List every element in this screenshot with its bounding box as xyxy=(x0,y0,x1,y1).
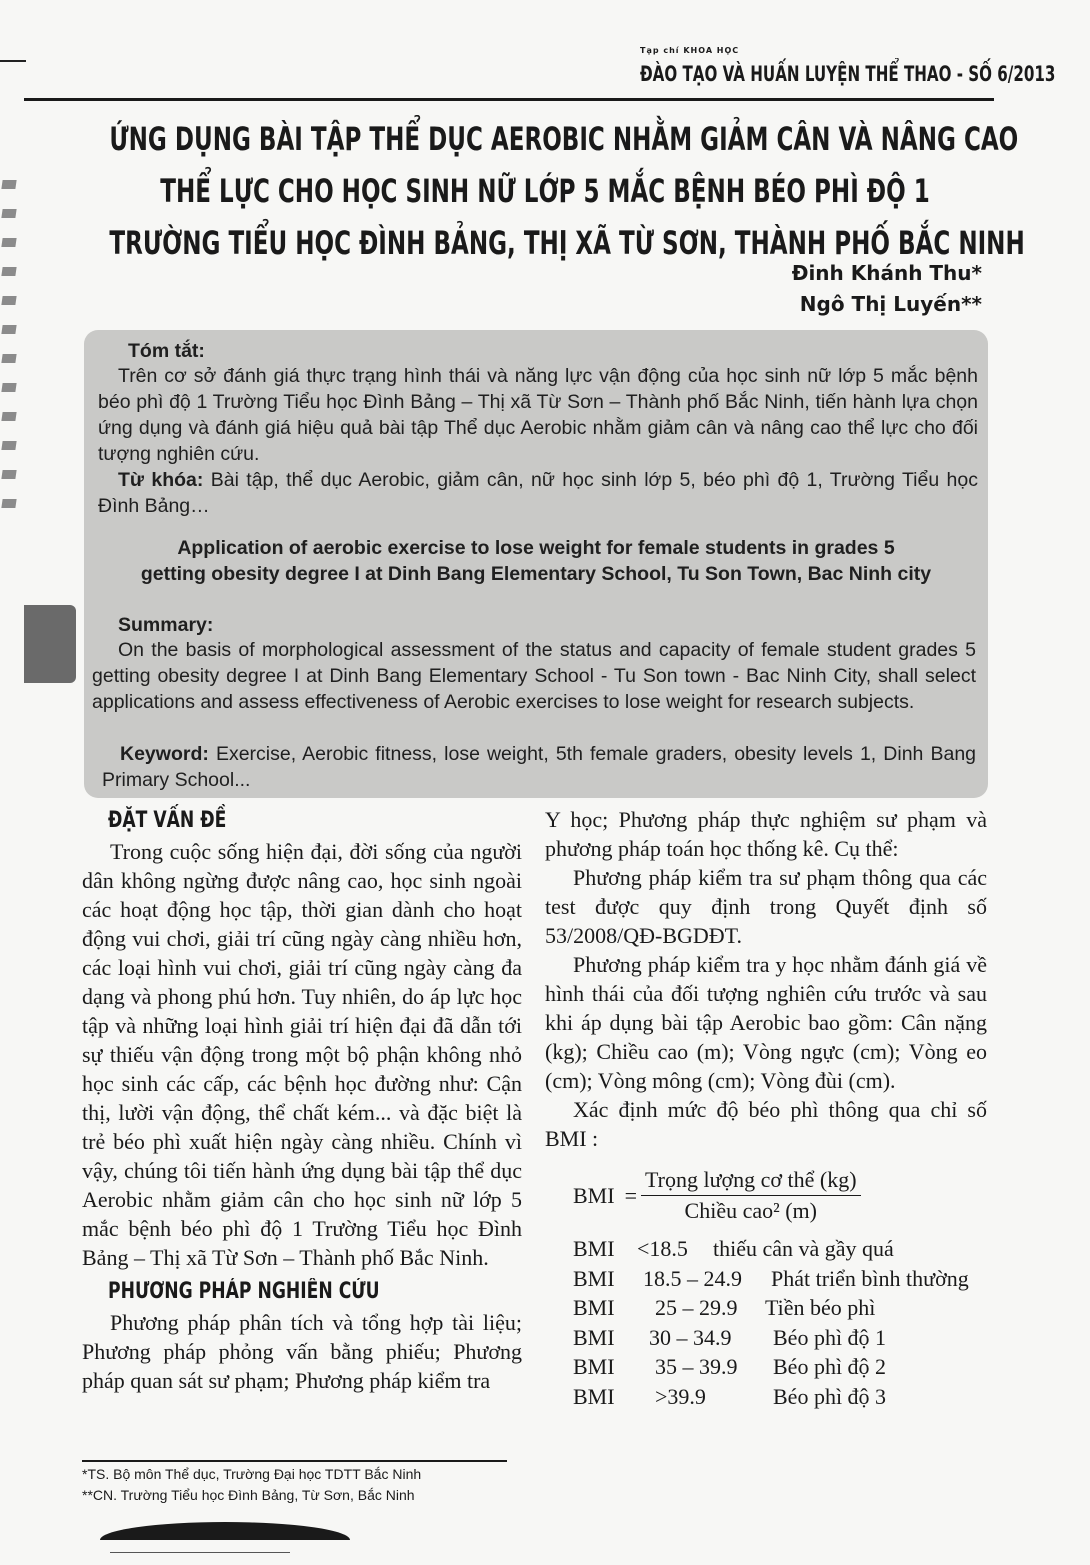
bmi-row xyxy=(573,1234,987,1264)
bmi-desc: Phát triển bình thường xyxy=(771,1265,969,1291)
bmi-intro-paragraph: Xác định mức độ béo phì thông qua chỉ số BMI : xyxy=(545,1097,987,1151)
formula-equals: = xyxy=(624,1182,637,1208)
footnote-2: **CN. Trường Tiểu học Đình Bảng, Từ Sơn, Bắc Ninh xyxy=(82,1487,415,1503)
bmi-row xyxy=(573,1382,987,1412)
pedagogy-test-paragraph: Phương pháp kiểm tra sư phạm thông qua các test được quy định trong Quyết định số 53/2008/QĐ-BGDĐT. xyxy=(545,865,987,948)
article-title xyxy=(109,113,1025,269)
section-heading-methods: PHƯƠNG PHÁP NGHIÊN CỨU xyxy=(108,1279,380,1304)
title-line-3: TRƯỜNG TIỂU HỌC ĐÌNH BẢNG, THỊ XÃ TỪ SƠN, THÀNH PHỐ BẮC NINH xyxy=(109,224,1025,262)
bmi-desc: thiếu cân và gầy quá xyxy=(713,1236,894,1261)
page-tab-marker xyxy=(24,605,76,683)
author-list xyxy=(792,258,982,320)
bmi-range: 30 – 34.9 xyxy=(649,1324,732,1350)
keyword-label: Keyword: xyxy=(120,743,209,765)
author-1: Đinh Khánh Thu* xyxy=(791,261,982,285)
header-rule xyxy=(24,98,994,101)
bmi-range: <18.5 xyxy=(637,1236,688,1261)
formula-lhs: BMI xyxy=(573,1182,615,1208)
bmi-desc: Tiền béo phì xyxy=(765,1295,876,1320)
bmi-label: BMI xyxy=(573,1265,615,1291)
intro-paragraph: Trong cuộc sống hiện đại, đời sống của người dân không ngừng được nâng cao, học sinh ngoài các hoạt động học tập, thời gian dành cho hoạt động vui chơi, giải trí cũng ngày càng nhiều hơn, các loại hình vui chơi, giải trí cũng ngày càng đa dạng và phong phú hơn. Tuy nhiên, do áp lực học tập và những loại hình giải trí hiện đại đã dẫn tới sự thiếu vận động trong một bộ phận không nhỏ học sinh các cấp, các bệnh học đường như: Cận thị, lười vận động, thể chất kém... và đặc biệt là trẻ béo phì xuất hiện ngày càng nhiều. Chính vì vậy, chúng tôi tiến hành ứng dụng bài tập thể dục Aerobic nhằm giảm cân cho học sinh nữ lớp 5 mắc bệnh béo phì độ 1 Trường Tiểu học Đình Bảng – Thị xã Từ Sơn – Thành phố Bắc Ninh. xyxy=(82,839,522,1270)
footnote-1: *TS. Bộ môn Thể dục, Trường Đại học TDTT Bắc Ninh xyxy=(82,1466,422,1482)
bmi-row xyxy=(573,1264,987,1294)
medical-test-paragraph: Phương pháp kiểm tra y học nhằm đánh giá về hình thái của đối tượng nghiên cứu trước và sau khi áp dụng bài tập Aerobic bao gồm: Cân nặng (kg); Chiều cao (m); Vòng ngực (cm); Vòng eo (cm); Vòng mông (cm); Vòng đùi (cm). xyxy=(545,952,987,1093)
bmi-label: BMI xyxy=(573,1236,615,1261)
tukhoa-paragraph xyxy=(98,467,978,519)
author-2: Ngô Thị Luyến** xyxy=(799,292,982,316)
bmi-row xyxy=(573,1293,987,1323)
bmi-desc: Béo phì độ 1 xyxy=(773,1324,887,1350)
bmi-label: BMI xyxy=(573,1295,615,1320)
title-line-2: THỂ LỰC CHO HỌC SINH NỮ LỚP 5 MẮC BỆNH BÉO PHÌ ĐỘ 1 xyxy=(160,172,930,210)
left-column xyxy=(82,805,522,1395)
page-footer-ornament xyxy=(100,1522,350,1540)
margin-rule xyxy=(0,60,26,112)
bmi-label: BMI xyxy=(573,1383,615,1409)
right-column xyxy=(545,805,987,1411)
bmi-desc: Béo phì độ 3 xyxy=(773,1383,887,1409)
footnotes xyxy=(82,1460,507,1506)
previous-page-bleed xyxy=(0,180,22,528)
bmi-range: 18.5 – 24.9 xyxy=(643,1265,742,1291)
english-title-line-1: Application of aerobic exercise to lose weight for female students in grades 5 xyxy=(177,537,895,559)
english-title-line-2: getting obesity degree I at Dinh Bang Elementary School, Tu Son Town, Bac Ninh city xyxy=(140,563,932,585)
bmi-label: BMI xyxy=(573,1324,615,1350)
title-line-1: ỨNG DỤNG BÀI TẬP THỂ DỤC AEROBIC NHẰM GIẢM CÂN VÀ NÂNG CAO xyxy=(109,120,1019,158)
bmi-range: >39.9 xyxy=(655,1383,706,1409)
bmi-range: 35 – 39.9 xyxy=(655,1354,738,1379)
page-footer-rule xyxy=(110,1552,290,1553)
formula-numerator: Trọng lượng cơ thể (kg) xyxy=(641,1167,861,1196)
bmi-row xyxy=(573,1323,987,1353)
formula-fraction xyxy=(641,1167,861,1224)
summary-label: Summary: xyxy=(118,614,214,636)
keyword-text: Exercise, Aerobic fitness, lose weight, 5th female graders, obesity levels 1, Dinh Bang Primary School... xyxy=(102,743,977,791)
journal-header: ĐÀO TẠO VÀ HUẤN LUYỆN THỂ THAO - SỐ 6/2013 xyxy=(640,62,1056,86)
tukhoa-label: Từ khóa: xyxy=(118,469,204,491)
keyword-paragraph xyxy=(102,741,976,793)
journal-small-label: Tạp chí KHOA HỌC xyxy=(640,46,740,55)
tomtat-text: Trên cơ sở đánh giá thực trạng hình thái và năng lực vận động của học sinh nữ lớp 5 mắc bệnh béo phì độ 1 Trường Tiểu học Đình Bảng – Thị xã Từ Sơn – Thành phố Bắc Ninh, tiến hành lựa chọn ứng dụng và đánh giá hiệu quả bài tập Thể dục Aerobic nhằm giảm cân và nâng cao thể lực cho đối tượng nghiên cứu. xyxy=(98,365,978,465)
abstract-box xyxy=(84,330,988,798)
english-title xyxy=(84,535,988,587)
bmi-formula xyxy=(573,1167,987,1224)
section-heading-intro: ĐẶT VẤN ĐỀ xyxy=(108,808,227,833)
methods-continued-paragraph: Y học; Phương pháp thực nghiệm sư phạm và phương pháp toán học thống kê. Cụ thể: xyxy=(545,807,987,861)
bmi-classification-table xyxy=(573,1234,987,1411)
bmi-row xyxy=(573,1352,987,1382)
tukhoa-text: Bài tập, thể dục Aerobic, giảm cân, nữ học sinh lớp 5, béo phì độ 1, Trường Tiểu học Đình Bảng… xyxy=(98,469,978,517)
formula-denominator: Chiều cao² (m) xyxy=(684,1198,817,1223)
bmi-label: BMI xyxy=(573,1354,615,1379)
tomtat-label: Tóm tắt: xyxy=(128,340,205,362)
bmi-range: 25 – 29.9 xyxy=(655,1295,738,1320)
bmi-desc: Béo phì độ 2 xyxy=(773,1354,887,1379)
methods-paragraph: Phương pháp phân tích và tổng hợp tài liệu; Phương pháp phỏng vấn bằng phiếu; Phương pháp quan sát sư phạm; Phương pháp kiểm tra xyxy=(82,1310,522,1393)
summary-text: On the basis of morphological assessment of the status and capacity of female student grades 5 getting obesity degree I at Dinh Bang Elementary School - Tu Son town - Bac Ninh City, shall select applications and assess effectiveness of Aerobic exercises to lose weight for research subjects. xyxy=(92,639,976,713)
